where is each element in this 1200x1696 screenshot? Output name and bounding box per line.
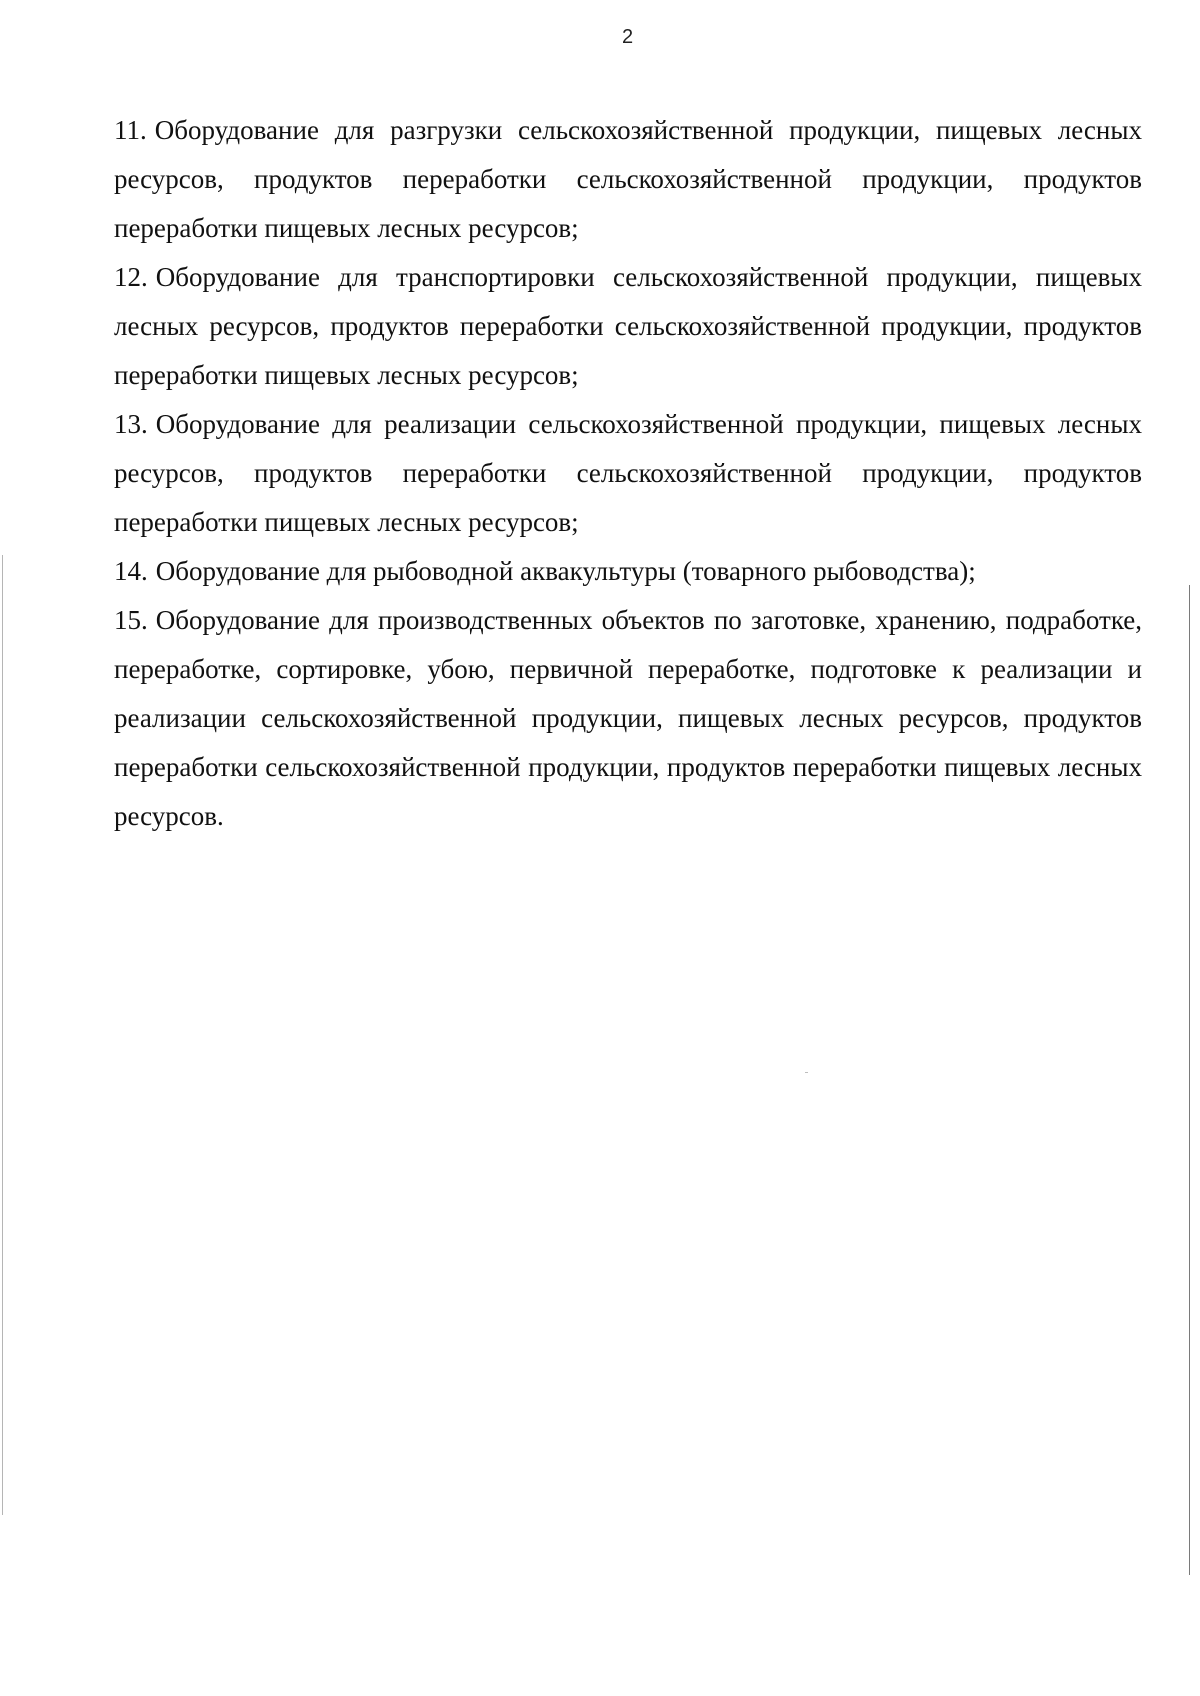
item-text: Оборудование для рыбоводной аквакультуры (товарного рыбоводства); [155,556,976,586]
item-text: Оборудование для реализации сельскохозяйственной продукции, пищевых лесных ресурсов, продуктов переработки сельскохозяйственной продукции, продуктов переработки пищевых лесных ресурсов; [114,409,1142,537]
page-number: 2 [621,26,634,48]
list-item [114,400,1142,547]
list-item [114,253,1142,400]
document-body [114,106,1142,841]
item-text: Оборудование для транспортировки сельскохозяйственной продукции, пищевых лесных ресурсов, продуктов переработки сельскохозяйственной продукции, продуктов переработки пищевых лесных ресурсов; [114,262,1142,390]
list-item [114,596,1142,841]
item-number: 14. [114,556,148,586]
scan-speck [805,1072,808,1073]
item-text: Оборудование для разгрузки сельскохозяйственной продукции, пищевых лесных ресурсов, продуктов переработки сельскохозяйственной продукции, продуктов переработки пищевых лесных ресурсов; [114,115,1142,243]
list-item [114,547,1142,596]
item-number: 12. [114,262,148,292]
list-item [114,106,1142,253]
scan-edge-left [2,555,3,1515]
item-number: 13. [114,409,148,439]
item-number: 11. [114,115,147,145]
item-number: 15. [114,605,148,635]
scan-edge-right [1189,585,1190,1575]
item-text: Оборудование для производственных объектов по заготовке, хранению, подработке, переработке, сортировке, убою, первичной переработке, подготовке к реализации и реализации сельскохозяйственной продукции, пищевых лесных ресурсов, продуктов переработки сельскохозяйственной продукции, продуктов переработки пищевых лесных ресурсов. [114,605,1142,831]
